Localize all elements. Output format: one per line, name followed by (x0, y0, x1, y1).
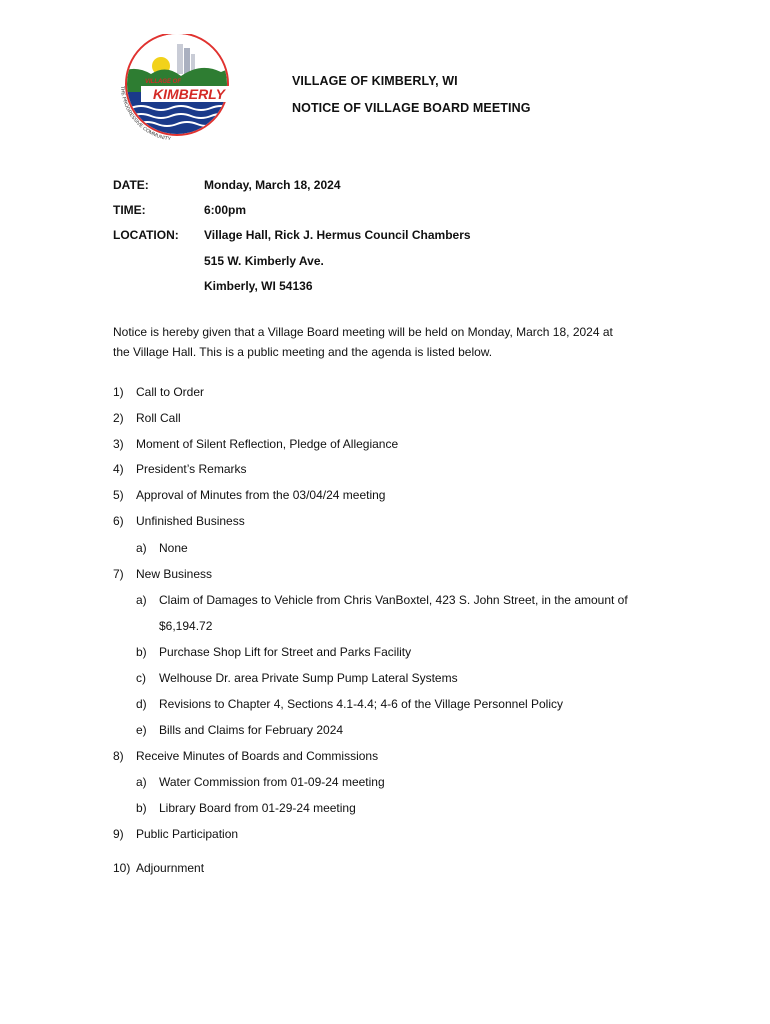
date-value: Monday, March 18, 2024 (204, 178, 341, 192)
agenda-number: 5) (113, 488, 124, 502)
logo-name: KIMBERLY (152, 86, 226, 102)
agenda-subitem: Bills and Claims for February 2024 (159, 723, 344, 737)
logo-tagline: THE PROGRESSIVE COMMUNITY (118, 85, 172, 140)
agenda-item: Adjournment (136, 861, 205, 875)
agenda-subnumber: c) (136, 671, 146, 685)
agenda-item: Call to Order (136, 385, 205, 399)
agenda-number: 1) (113, 385, 124, 399)
location-line-1: Village Hall, Rick J. Hermus Council Chambers (204, 228, 471, 242)
agenda-subitem: Library Board from 01-29-24 meeting (159, 801, 356, 815)
time-label: TIME: (113, 203, 146, 217)
agenda-number: 4) (113, 462, 124, 476)
agenda-subnumber: a) (136, 541, 147, 555)
agenda-subitem: Purchase Shop Lift for Street and Parks Facility (159, 645, 412, 659)
agenda-subitem: Water Commission from 01-09-24 meeting (159, 775, 385, 789)
page-title: VILLAGE OF KIMBERLY, WI (292, 74, 458, 88)
agenda-subitem: Welhouse Dr. area Private Sump Pump Lateral Systems (159, 671, 458, 685)
agenda-item: New Business (136, 567, 213, 581)
agenda-number: 7) (113, 567, 124, 581)
agenda-subnumber: b) (136, 645, 147, 659)
time-value: 6:00pm (204, 203, 247, 217)
agenda-subitem: Revisions to Chapter 4, Sections 4.1-4.4; 4-6 of the Village Personnel Policy (159, 697, 564, 711)
notice-line-1: Notice is hereby given that a Village Board meeting will be held on Monday, March 18, 2024 at (113, 325, 613, 339)
agenda-item: President’s Remarks (136, 462, 247, 476)
page-subtitle: NOTICE OF VILLAGE BOARD MEETING (292, 101, 531, 115)
notice-paragraph (113, 322, 673, 362)
location-line-3: Kimberly, WI 54136 (204, 279, 313, 293)
agenda-number: 2) (113, 411, 124, 425)
agenda-item: Receive Minutes of Boards and Commissions (136, 749, 379, 763)
notice-line-2: the Village Hall. This is a public meeting and the agenda is listed below. (113, 345, 493, 359)
agenda-subitem-continuation: $6,194.72 (159, 619, 213, 633)
agenda-item: Unfinished Business (136, 514, 245, 528)
agenda-item: Roll Call (136, 411, 181, 425)
agenda-item: Approval of Minutes from the 03/04/24 meeting (136, 488, 386, 502)
agenda-number: 10) (113, 861, 131, 875)
agenda-item: Moment of Silent Reflection, Pledge of Allegiance (136, 437, 399, 451)
agenda-item: Public Participation (136, 827, 239, 841)
location-label: LOCATION: (113, 228, 179, 242)
agenda-subnumber: a) (136, 593, 147, 607)
agenda-subnumber: b) (136, 801, 147, 815)
agenda-subnumber: e) (136, 723, 147, 737)
location-line-2: 515 W. Kimberly Ave. (204, 254, 324, 268)
agenda-number: 9) (113, 827, 124, 841)
agenda-subnumber: d) (136, 697, 147, 711)
village-logo (111, 34, 241, 140)
agenda-number: 6) (113, 514, 124, 528)
agenda-number: 8) (113, 749, 124, 763)
logo-banner: VILLAGE OF (145, 79, 181, 85)
agenda-subitem: Claim of Damages to Vehicle from Chris VanBoxtel, 423 S. John Street, in the amount of (159, 593, 628, 607)
agenda-subitem: None (159, 541, 188, 555)
date-label: DATE: (113, 178, 149, 192)
agenda-subnumber: a) (136, 775, 147, 789)
agenda-number: 3) (113, 437, 124, 451)
